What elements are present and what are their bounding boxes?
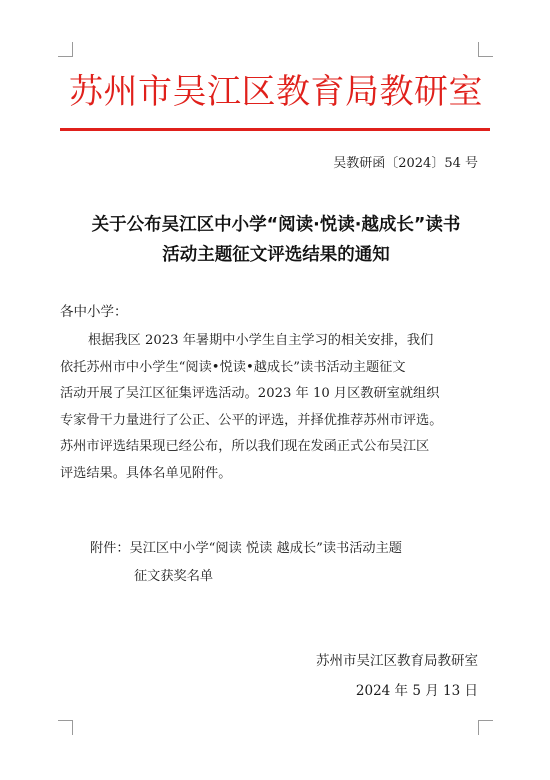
attachment-note bbox=[90, 535, 402, 591]
header-red-rule bbox=[60, 128, 490, 131]
body-paragraph bbox=[60, 328, 492, 487]
attachment-line-1: 附件：吴江区中小学“阅读 悦读 越成长”读书活动主题 bbox=[90, 541, 402, 556]
body-line: 专家骨干力量进行了公正、公平的评选，并择优推荐苏州市评选。 bbox=[60, 412, 443, 428]
title-line-2: 活动主题征文评选结果的通知 bbox=[162, 245, 390, 265]
document-number: 吴教研函〔2024〕54 号 bbox=[333, 156, 478, 171]
salutation: 各中小学： bbox=[60, 304, 128, 320]
crop-mark-top-left bbox=[58, 42, 73, 57]
body-line: 依托苏州市中小学生“阅读•悦读•越成长”读书活动主题征文 bbox=[60, 359, 406, 375]
body-line: 活动开展了吴江区征集评选活动。2023 年 10 月区教研室就组织 bbox=[60, 386, 440, 401]
attachment-line-2: 征文获奖名单 bbox=[134, 569, 214, 584]
issuer-header: 苏州市吴江区教育局教研室 bbox=[69, 72, 483, 112]
crop-mark-bottom-right bbox=[478, 720, 493, 735]
body-line: 评选结果。具体名单见附件。 bbox=[60, 465, 232, 481]
document-title bbox=[60, 210, 492, 270]
signature-organization: 苏州市吴江区教育局教研室 bbox=[316, 653, 478, 669]
signature-date: 2024 年 5 月 13 日 bbox=[355, 683, 478, 699]
title-line-1: 关于公布吴江区中小学“阅读·悦读·越成长”读书 bbox=[91, 215, 461, 235]
body-line: 苏州市评选结果现已经公布，所以我们现在发函正式公布吴江区 bbox=[60, 439, 430, 454]
body-line: 根据我区 2023 年暑期中小学生自主学习的相关安排，我们 bbox=[88, 333, 434, 348]
crop-mark-bottom-left bbox=[58, 720, 73, 735]
crop-mark-top-right bbox=[478, 42, 493, 57]
